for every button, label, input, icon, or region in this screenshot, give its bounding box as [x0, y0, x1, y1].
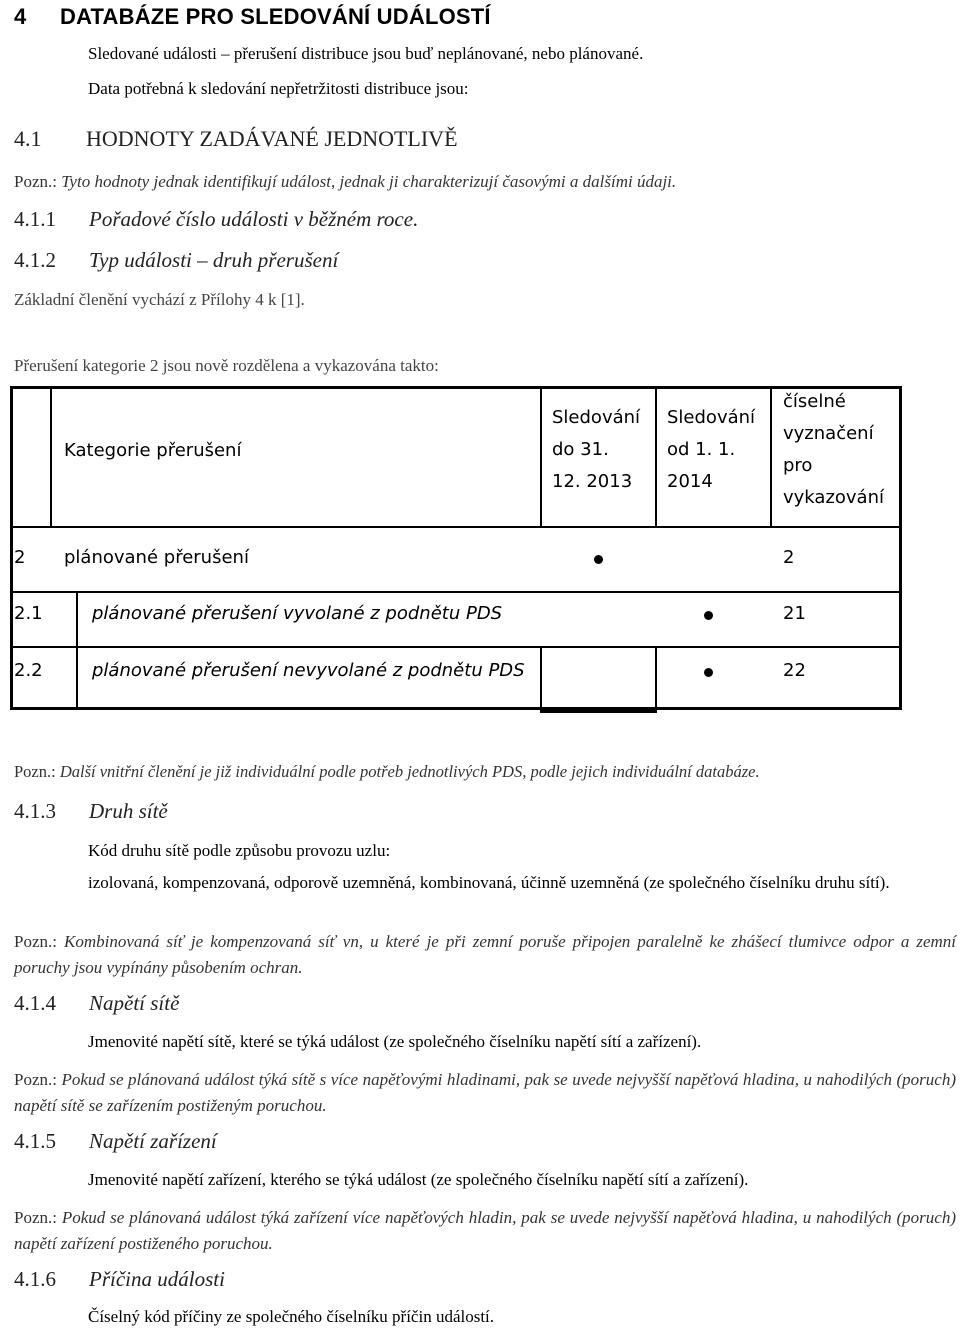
header-line: od 1. 1.	[667, 439, 736, 460]
subsection-heading-4-1-3	[14, 799, 168, 824]
table-row-divider	[10, 591, 902, 593]
row-marker-dot	[594, 555, 603, 564]
row-label: plánované přerušení vyvolané z podnětu PDS	[92, 603, 503, 624]
subsection-number: 4.1.4	[14, 991, 56, 1015]
table-col-divider	[50, 386, 52, 528]
header-line: 12. 2013	[552, 471, 633, 492]
note-lead: Pozn.:	[14, 1208, 57, 1227]
table-row-divider	[10, 646, 902, 648]
header-line: Sledování	[552, 407, 641, 428]
subsection-heading-4-1-6	[14, 1267, 225, 1292]
intro-line-1: Sledované události – přerušení distribuce jsou buď neplánované, nebo plánované.	[88, 44, 644, 63]
chapter-number: 4	[14, 4, 27, 29]
row-marker-dot	[704, 668, 713, 677]
row-label: plánované přerušení	[64, 547, 249, 568]
section-number: 4.1	[14, 126, 42, 151]
note-4-1-5	[14, 1205, 956, 1257]
row-number: 2	[14, 547, 26, 568]
note-4-1-4	[14, 1067, 956, 1119]
subsection-title: Napětí zařízení	[89, 1129, 217, 1153]
subsection-number: 4.1.5	[14, 1129, 56, 1153]
table-border-right	[899, 386, 902, 710]
note-text: Pokud se plánovaná událost týká zařízení více napěťových hladin, pak se uvede nejvyšší napěťová hladina, u nahodilých (poruch) napětí zařízení postiženého poruchou.	[14, 1208, 956, 1253]
note-lead: Pozn.:	[14, 932, 57, 951]
row-marker-dot	[704, 611, 713, 620]
header-line: 2014	[667, 471, 713, 492]
chapter-title: DATABÁZE PRO SLEDOVÁNÍ UDÁLOSTÍ	[60, 4, 491, 29]
row-code: 21	[783, 603, 806, 624]
paragraph-category-2: Přerušení kategorie 2 jsou nově rozdělena a vykazována takto:	[14, 356, 439, 375]
paragraph-network-types: izolovaná, kompenzovaná, odporově uzemněná, kombinovaná, účinně uzemněná (ze společného číselníku druhu sítí).	[88, 873, 890, 892]
subsection-title: Pořadové číslo události v běžném roce.	[89, 207, 419, 231]
paragraph-network-type-code: Kód druhu sítě podle způsobu provozu uzlu:	[88, 841, 391, 860]
note-text: Pokud se plánovaná událost týká sítě s více napěťovými hladinami, pak se uvede nejvyšší napěťová hladina, u nahodilých (poruch) napětí sítě se zařízením postiženým poruchou.	[14, 1070, 956, 1115]
note-lead: Pozn.:	[14, 762, 56, 781]
header-to-2013	[552, 402, 640, 498]
table-col-divider	[540, 386, 542, 528]
table-cell-bottom	[540, 710, 657, 713]
intro-line-2: Data potřebná k sledování nepřetržitosti distribuce jsou:	[88, 79, 469, 98]
header-from-2014	[667, 402, 755, 498]
table-col-divider	[770, 386, 772, 528]
table-border-top	[10, 386, 902, 389]
paragraph-equipment-voltage: Jmenovité napětí zařízení, kterého se týká událost (ze společného číselníku napětí sítí a zařízení).	[88, 1170, 749, 1189]
table-header-bottom	[10, 526, 902, 528]
subsection-number: 4.1.6	[14, 1267, 56, 1291]
row-number: 2.2	[14, 660, 43, 681]
table-col-divider	[655, 646, 657, 712]
subsection-heading-4-1-5	[14, 1129, 217, 1154]
header-line: do 31.	[552, 439, 609, 460]
table-col-divider	[655, 386, 657, 528]
row-code: 2	[783, 547, 795, 568]
note-text: Další vnitřní členění je již individuální podle potřeb jednotlivých PDS, podle jejich individuální databáze.	[55, 762, 760, 781]
header-line: číselné	[783, 391, 846, 412]
note-text: Kombinovaná síť je kompenzovaná síť vn, u které je při zemní poruše připojen paralelně ke zhášecí tlumivce odpor a zemní poruchy jsou vypínány působením ochran.	[14, 932, 956, 977]
subsection-number: 4.1.1	[14, 207, 56, 231]
row-code: 22	[783, 660, 806, 681]
note-text: Tyto hodnoty jednak identifikují událost, jednak ji charakterizují časovými a dalšími údaji.	[56, 172, 677, 191]
header-line: pro	[783, 455, 813, 476]
row-number: 2.1	[14, 603, 43, 624]
note-lead: Pozn.:	[14, 172, 57, 191]
header-line: vyznačení	[783, 423, 874, 444]
table-col-divider	[76, 593, 78, 710]
subsection-number: 4.1.2	[14, 248, 56, 272]
subsection-title: Příčina události	[89, 1267, 225, 1291]
paragraph-base-classification: Základní členění vychází z Přílohy 4 k [1].	[14, 290, 305, 309]
header-category: Kategorie přerušení	[64, 440, 242, 461]
header-line: Sledování	[667, 407, 756, 428]
subsection-number: 4.1.3	[14, 799, 56, 823]
header-code	[783, 386, 884, 514]
note-table	[14, 762, 760, 782]
subsection-title: Typ události – druh přerušení	[89, 248, 339, 272]
subsection-heading-4-1-4	[14, 991, 179, 1016]
paragraph-event-cause: Číselný kód příčiny ze společného číselníku příčin událostí.	[88, 1307, 495, 1326]
section-title: HODNOTY ZADÁVANÉ JEDNOTLIVĚ	[86, 126, 458, 151]
table-border-bottom	[10, 707, 902, 710]
table-border-left	[10, 386, 13, 710]
subsection-title: Druh sítě	[89, 799, 168, 823]
header-line: vykazování	[783, 487, 884, 508]
subsection-title: Napětí sítě	[89, 991, 180, 1015]
table-col-divider	[540, 646, 542, 712]
note-4-1-3	[14, 929, 956, 981]
note-lead: Pozn.:	[14, 1070, 57, 1089]
row-label: plánované přerušení nevyvolané z podnětu PDS	[92, 660, 525, 681]
paragraph-network-voltage: Jmenovité napětí sítě, které se týká událost (ze společného číselníku napětí sítí a zařízení).	[88, 1032, 702, 1051]
